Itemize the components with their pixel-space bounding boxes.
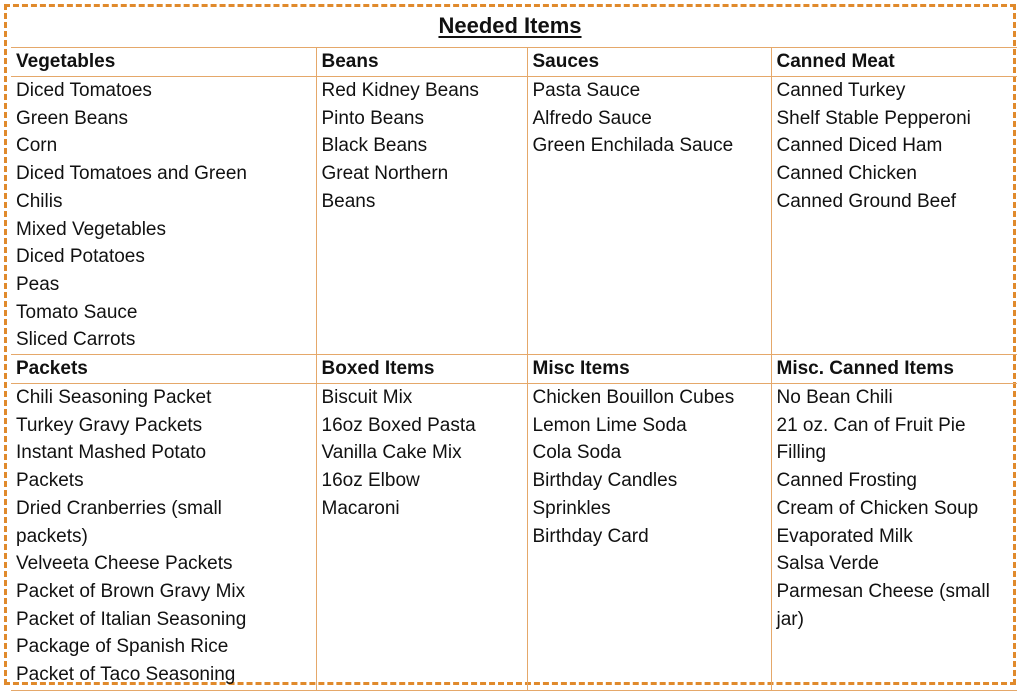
items-row-2	[11, 384, 1017, 691]
list-item: Cola Soda	[532, 442, 622, 464]
column-header-canned-meat: Canned Meat	[771, 48, 1017, 77]
list-item: Filling	[776, 442, 827, 464]
list-item: No Bean Chili	[776, 387, 893, 409]
list-item: 21 oz. Can of Fruit Pie	[776, 414, 966, 436]
list-item: Sprinkles	[532, 497, 611, 519]
list-item: packets)	[16, 525, 88, 547]
list-item: Dried Cranberries (small	[16, 497, 222, 519]
list-item: Chicken Bouillon Cubes	[532, 387, 735, 409]
list-item: Salsa Verde	[776, 553, 879, 575]
list-item: Package of Spanish Rice	[16, 636, 229, 658]
list-item: Corn	[16, 135, 58, 157]
page-title-text: Needed Items	[438, 13, 582, 38]
list-item: Turkey Gravy Packets	[16, 414, 203, 436]
list-item: Birthday Card	[532, 525, 649, 547]
beans-list	[316, 77, 527, 355]
list-item: Chilis	[16, 190, 63, 212]
column-header-vegetables: Vegetables	[11, 48, 316, 77]
list-item: Canned Chicken	[776, 163, 917, 185]
list-item: Vanilla Cake Mix	[321, 442, 462, 464]
list-item: Green Beans	[16, 107, 128, 129]
column-header-boxed-items: Boxed Items	[316, 355, 527, 384]
list-item: Birthday Candles	[532, 470, 678, 492]
canned-meat-list	[771, 77, 1017, 355]
list-item: Shelf Stable Pepperoni	[776, 107, 971, 129]
sauces-list	[527, 77, 771, 355]
list-item: Lemon Lime Soda	[532, 414, 687, 436]
document-frame	[4, 4, 1016, 685]
list-item: Packet of Italian Seasoning	[16, 608, 247, 630]
list-item: Green Enchilada Sauce	[532, 135, 734, 157]
list-item: Alfredo Sauce	[532, 107, 652, 129]
misc-items-list	[527, 384, 771, 691]
column-header-misc-items: Misc Items	[527, 355, 771, 384]
list-item: Velveeta Cheese Packets	[16, 553, 233, 575]
list-item: Diced Tomatoes and Green	[16, 163, 247, 185]
list-item: Canned Diced Ham	[776, 135, 943, 157]
list-item: Diced Potatoes	[16, 246, 145, 268]
list-item: Chili Seasoning Packet	[16, 387, 212, 409]
list-item: Beans	[321, 190, 376, 212]
vegetables-list	[11, 77, 316, 355]
list-item: Peas	[16, 273, 60, 295]
page-title	[7, 13, 1013, 39]
column-header-packets: Packets	[11, 355, 316, 384]
list-item: Instant Mashed Potato	[16, 442, 207, 464]
list-item: Biscuit Mix	[321, 387, 413, 409]
list-item: Black Beans	[321, 135, 428, 157]
list-item: 16oz Boxed Pasta	[321, 414, 476, 436]
column-header-beans: Beans	[316, 48, 527, 77]
list-item: Great Northern	[321, 163, 449, 185]
list-item: Pasta Sauce	[532, 80, 641, 101]
list-item: Pinto Beans	[321, 107, 424, 129]
header-row-2	[11, 355, 1017, 384]
list-item: Red Kidney Beans	[321, 80, 479, 101]
column-header-sauces: Sauces	[527, 48, 771, 77]
list-item: Evaporated Milk	[776, 525, 913, 547]
items-row-1	[11, 77, 1017, 355]
misc-canned-items-list	[771, 384, 1017, 691]
list-item: Packet of Brown Gravy Mix	[16, 580, 246, 602]
list-item: Macaroni	[321, 497, 400, 519]
list-item: Canned Turkey	[776, 80, 906, 101]
packets-list	[11, 384, 316, 691]
header-row-1	[11, 48, 1017, 77]
list-item: Packets	[16, 470, 84, 492]
boxed-items-list	[316, 384, 527, 691]
list-item: Sliced Carrots	[16, 329, 136, 351]
list-item: 16oz Elbow	[321, 470, 420, 492]
list-item: Tomato Sauce	[16, 301, 138, 323]
list-item: jar)	[776, 608, 804, 630]
list-item: Packet of Taco Seasoning	[16, 664, 236, 686]
list-item: Canned Ground Beef	[776, 190, 957, 212]
list-item: Canned Frosting	[776, 470, 917, 492]
column-header-misc-canned-items: Misc. Canned Items	[771, 355, 1017, 384]
list-item: Parmesan Cheese (small	[776, 580, 990, 602]
list-item: Mixed Vegetables	[16, 218, 166, 240]
items-table	[11, 47, 1017, 691]
list-item: Diced Tomatoes	[16, 80, 152, 101]
list-item: Cream of Chicken Soup	[776, 497, 979, 519]
